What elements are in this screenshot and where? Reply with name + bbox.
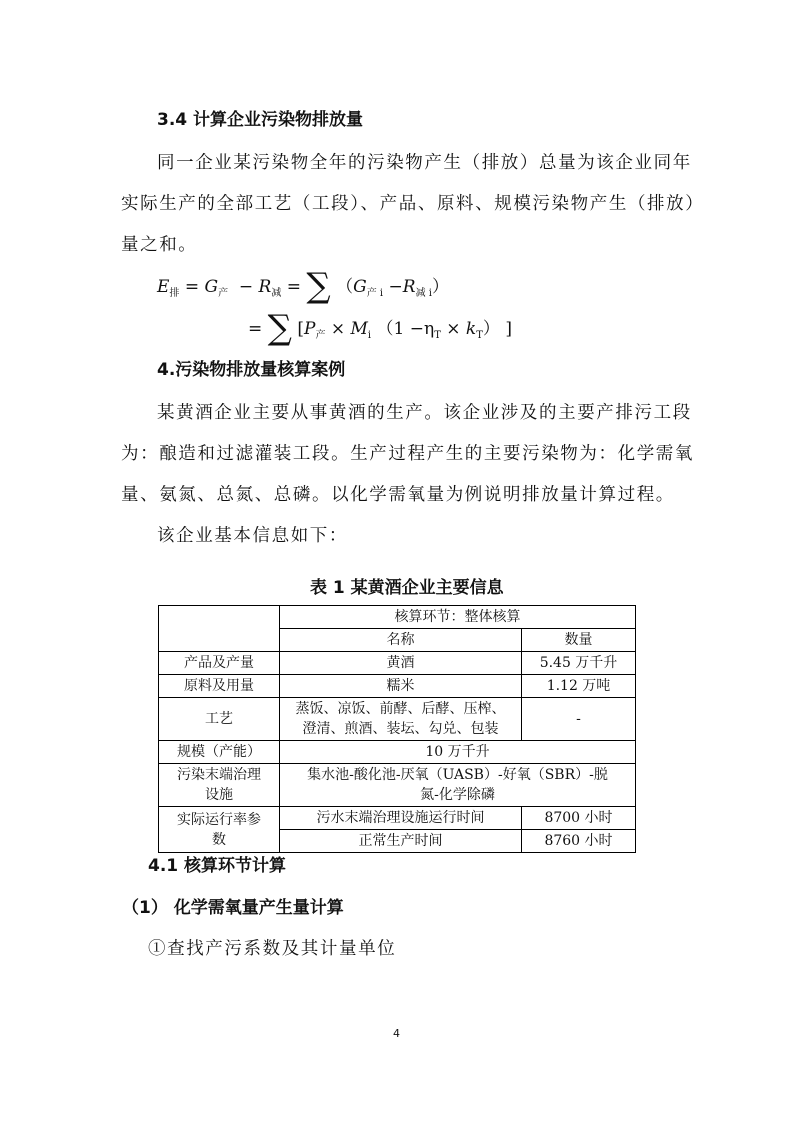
formula-operator: ×: [330, 319, 346, 339]
paragraph-line: 同一企业某污染物全年的污染物产生（排放）总量为该企业同年: [157, 153, 692, 173]
formula-subscript: 产: [218, 288, 229, 299]
formula-bracket: [: [297, 319, 304, 339]
formula-term: 1 −η: [393, 319, 435, 339]
cell-value: 污水末端治理设施运行时间: [280, 807, 522, 830]
formula-subscript: 减 i: [415, 288, 432, 299]
table-title: 表 1 某黄酒企业主要信息: [310, 578, 504, 598]
table-row: [159, 675, 636, 698]
formula-operator: ×: [446, 319, 461, 339]
cell-qty: -: [522, 698, 636, 741]
cell-value: 10 万千升: [280, 741, 636, 764]
paragraph-line: 量、氨氮、总氮、总磷。以化学需氧量为例说明排放量计算过程。: [121, 485, 675, 505]
cell-value: [280, 698, 522, 741]
row-label: 产品及产量: [159, 652, 280, 675]
page-number: 4: [393, 1027, 400, 1040]
formula-subscript: 产: [315, 330, 326, 341]
formula-operator: =: [184, 277, 200, 297]
paragraph-line: 量之和。: [121, 235, 198, 255]
section-3-4-heading: 3.4 计算企业污染物排放量: [157, 110, 364, 130]
step-line: ①查找产污系数及其计量单位: [148, 939, 397, 959]
table-corner-cell: [159, 606, 280, 652]
row-label: 规模（产能）: [159, 741, 280, 764]
sub-heading: （1） 化学需氧量产生量计算: [122, 898, 344, 918]
formula-subscript: 产 i: [366, 288, 384, 299]
formula-symbol: G: [204, 277, 219, 297]
cell-line: 污染末端治理: [177, 767, 261, 783]
cell-line: 蒸饭、凉饭、前酵、后酵、压榨、: [295, 701, 506, 717]
formula-subscript: T: [476, 330, 483, 341]
formula-symbol: k: [465, 319, 477, 339]
formula-symbol: G: [353, 277, 367, 297]
formula-paren: （: [376, 319, 394, 339]
cell-line: 设施: [205, 787, 233, 803]
row-label: [159, 807, 280, 853]
formula-paren: ）: [482, 319, 500, 339]
formula-operator: −: [388, 277, 403, 297]
cell-value: [280, 764, 636, 807]
cell-qty: 5.45 万千升: [522, 652, 636, 675]
column-header-name: 名称: [280, 629, 522, 652]
formula-line-1: [157, 266, 449, 306]
row-label: [159, 764, 280, 807]
formula-paren: （: [336, 277, 354, 297]
row-label: 工艺: [159, 698, 280, 741]
cell-line: 实际运行率参: [177, 811, 261, 828]
paragraph-line: 实际生产的全部工艺（工段）、产品、原料、规模污染物产生（排放）: [121, 194, 705, 214]
table-row: [159, 807, 636, 830]
formula-subscript: 减: [271, 288, 282, 299]
formula-symbol: R: [258, 277, 272, 297]
formula-operator: =: [248, 319, 263, 339]
table-header-span: 核算环节：整体核算: [280, 606, 636, 629]
cell-line: 澄清、煎酒、装坛、勾兑、包装: [302, 721, 499, 737]
intro-line: 该企业基本信息如下：: [157, 526, 348, 546]
formula-line-2: [248, 308, 512, 348]
cell-value: 糯米: [280, 675, 522, 698]
formula-symbol: P: [303, 319, 316, 339]
table-row: [159, 741, 636, 764]
cell-value: 黄酒: [280, 652, 522, 675]
table-row: [159, 606, 636, 629]
cell-line: 数: [212, 831, 226, 848]
column-header-qty: 数量: [522, 629, 636, 652]
formula-symbol: M: [350, 319, 368, 339]
sigma-symbol: ∑: [267, 308, 292, 348]
enterprise-info-table: [158, 605, 636, 853]
section-4-1-heading: 4.1 核算环节计算: [148, 856, 287, 876]
formula-symbol: E: [157, 277, 170, 297]
row-label: 原料及用量: [159, 675, 280, 698]
formula-subscript: i: [367, 330, 372, 341]
formula-subscript: 排: [169, 288, 180, 299]
formula-subscript: T: [434, 330, 441, 341]
cell-qty: 8700 小时: [522, 807, 636, 830]
table-row: [159, 698, 636, 741]
section-4-heading: 4.污染物排放量核算案例: [157, 360, 346, 380]
formula-symbol: R: [402, 277, 416, 297]
formula-bracket: ]: [505, 319, 512, 339]
table-row: [159, 652, 636, 675]
formula-operator: =: [286, 277, 302, 297]
formula-paren: ）: [431, 277, 449, 297]
cell-value: 正常生产时间: [280, 830, 522, 853]
table-row: [159, 764, 636, 807]
formula-operator: −: [238, 277, 254, 297]
cell-line: 氮-化学除磷: [420, 787, 495, 803]
sigma-symbol: ∑: [306, 266, 331, 306]
paragraph-line: 为：酿造和过滤灌装工段。生产过程产生的主要污染物为：化学需氧: [121, 444, 694, 464]
cell-qty: 1.12 万吨: [522, 675, 636, 698]
cell-qty: 8760 小时: [522, 830, 636, 853]
cell-line: 集水池-酸化池-厌氧（UASB）-好氧（SBR）-脱: [307, 767, 608, 783]
paragraph-line: 某黄酒企业主要从事黄酒的生产。该企业涉及的主要产排污工段: [157, 403, 692, 423]
